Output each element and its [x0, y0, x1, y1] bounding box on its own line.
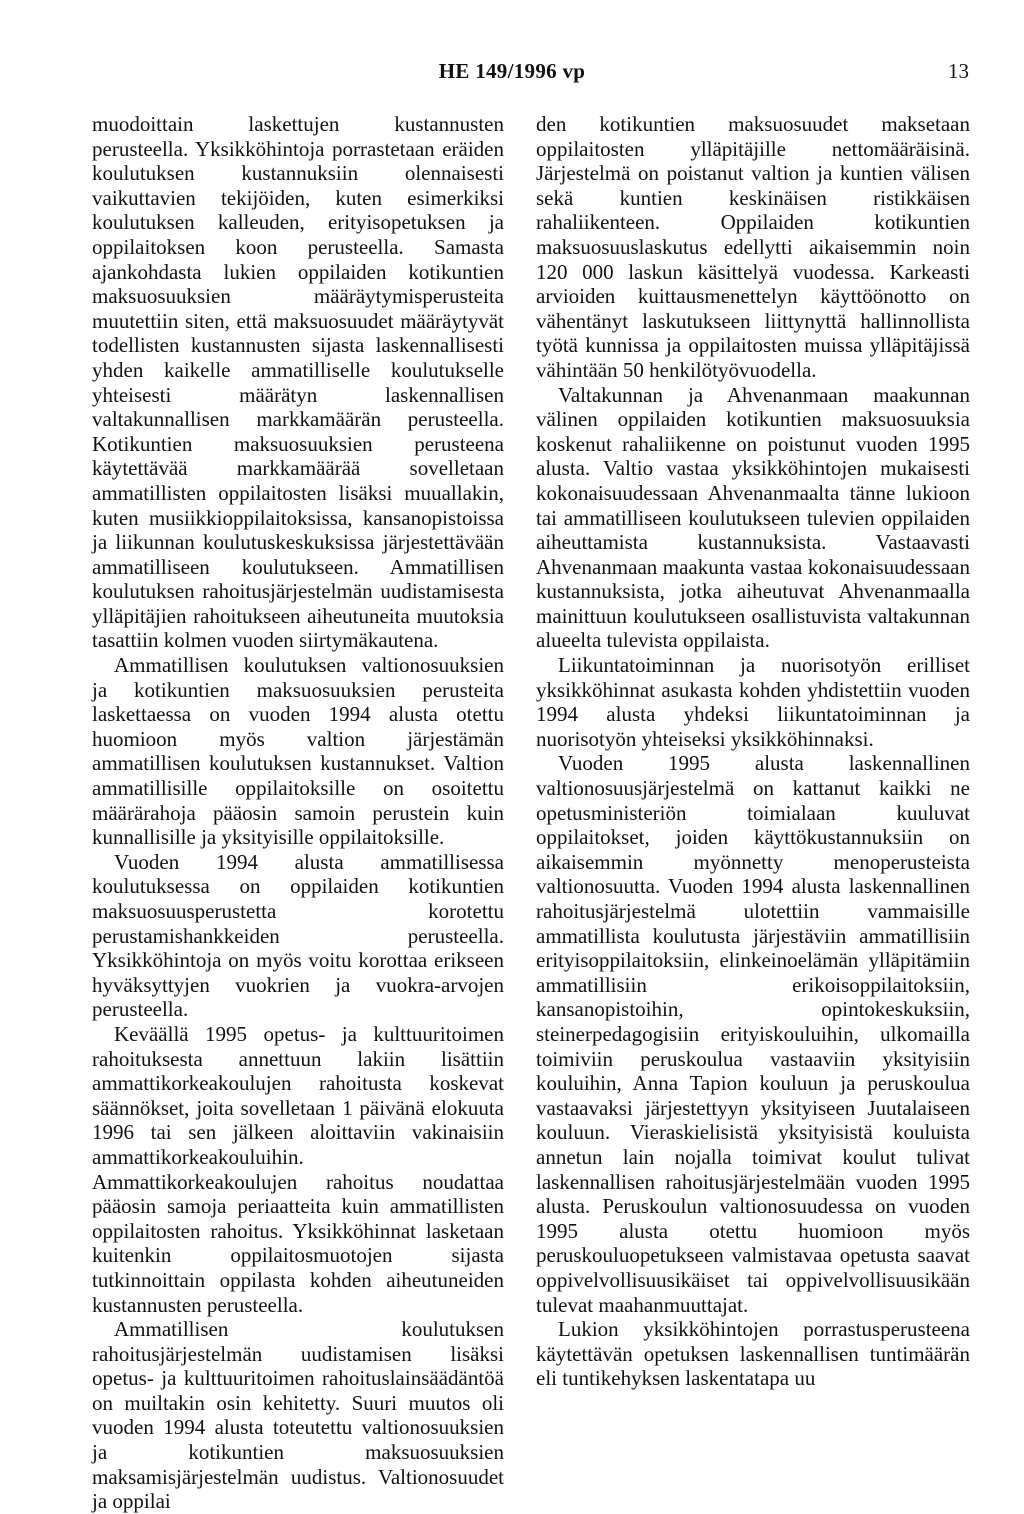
page-number: 13: [948, 59, 969, 83]
paragraph: Vuoden 1995 alusta laskennallinen valtionosuusjärjestelmä on kattanut kaikki ne opetusministeriön toimialaan kuuluvat oppilaitokset, joiden käyttökustannuksiin on aikaisemmin myönnetty menoperusteista valtionosuutta. Vuoden 1994 alusta laskennallinen rahoitusjärjestelmä ulotettiin vammaisille ammatillista koulutusta järjestäviin ammatillisiin erityisoppilaitoksiin, elinkeinoelämän ylläpitämiin ammatillisiin erikoisoppilaitoksiin, kansanopistoihin, opintokeskuksiin, steinerpedagogisiin erityiskouluihin, ulkomailla toimiviin peruskoulua vastaaviin yksityisiin kouluihin, Anna Tapion kouluun ja peruskoulua vastaavaksi järjestettyyn yksityiseen Juutalaiseen kouluun. Vieraskielisistä yksityisistä kouluista annetun lain nojalla toimivat koulut tulivat laskennallisen rahoitusjärjestelmään vuoden 1995 alusta. Peruskoulun valtionosuudessa on vuoden 1995 alusta otettu huomioon myös peruskouluopetukseen valmistavaa opetusta saavat oppivelvollisuusikäiset tai oppivelvollisuusikään tulevat maahanmuuttajat.: [536, 751, 970, 1317]
running-header: [0, 56, 1024, 86]
left-text-column: [92, 112, 504, 1514]
paragraph: Lukion yksikköhintojen porrastusperusteena käytettävän opetuksen laskennallisen tuntimäärän eli tuntikehyksen laskentatapa uu: [536, 1317, 970, 1391]
right-text-column: [536, 112, 970, 1391]
document-reference-title: HE 149/1996 vp: [438, 59, 586, 83]
paragraph: Vuoden 1994 alusta ammatillisessa koulutuksessa on oppilaiden kotikuntien maksuosuusperustetta korotettu perustamishankkeiden perusteella. Yksikköhintoja on myös voitu korottaa erikseen hyväksyttyjen vuokrien ja vuokra-arvojen perusteella.: [92, 849, 504, 1022]
paragraph: Keväällä 1995 opetus- ja kulttuuritoimen rahoituksesta annettuun lakiin lisättiin ammattikorkeakoulujen rahoitusta koskevat säännökset, joita sovelletaan 1 päivänä elokuuta 1996 tai sen jälkeen aloittaviin vakinaisiin ammattikorkeakouluihin. Ammattikorkeakoulujen rahoitus noudattaa pääosin samoja periaatteita kuin ammatillisten oppilaitosten rahoitus. Yksikköhinnat lasketaan kuitenkin oppilaitosmuotojen sijasta tutkinnoittain oppilasta kohden aiheutuneiden kustannusten perusteella.: [92, 1021, 504, 1317]
paragraph: muodoittain laskettujen kustannusten perusteella. Yksikköhintoja porrastetaan eräiden koulutuksen kustannuksiin olennaisesti vaikuttavien tekijöiden, kuten esimerkiksi koulutuksen kalleuden, erityisopetuksen ja oppilaitoksen koon perusteella. Samasta ajankohdasta lukien oppilaiden kotikuntien maksuosuuksien määräytymisperusteita muutettiin siten, että maksuosuudet määräytyvät todellisten kustannusten sijasta laskennallisesti yhden kaikelle ammatilliselle koulutukselle yhteisesti määrätyn laskennallisen valtakunnallisen markkamäärän perusteella. Kotikuntien maksuosuuksien perusteena käytettävää markkamäärää sovelletaan ammatillisten oppilaitosten lisäksi muuallakin, kuten musiikkioppilaitoksissa, kansanopistoissa ja liikunnan koulutuskeskuksissa järjestettävään ammatilliseen koulutukseen. Ammatillisen koulutuksen rahoitusjärjestelmän uudistamisesta ylläpitäjien rahoitukseen aiheutuneita muutoksia tasattiin kolmen vuoden siirtymäkautena.: [92, 112, 504, 653]
paragraph: Liikuntatoiminnan ja nuorisotyön erilliset yksikköhinnat asukasta kohden yhdistettiin vuoden 1994 alusta yhdeksi liikuntatoiminnan ja nuorisotyön yhteiseksi yksikköhinnaksi.: [536, 653, 970, 751]
paragraph: Ammatillisen koulutuksen rahoitusjärjestelmän uudistamisen lisäksi opetus- ja kulttuuritoimen rahoituslainsäädäntöä on muiltakin osin kehitetty. Suuri muutos oli vuoden 1994 alusta toteutettu valtionosuuksien ja kotikuntien maksuosuuksien maksamisjärjestelmän uudistus. Valtionosuudet ja oppilai: [92, 1317, 504, 1514]
paragraph: Ammatillisen koulutuksen valtionosuuksien ja kotikuntien maksuosuuksien perusteita laskettaessa on vuoden 1994 alusta otettu huomioon myös valtion järjestämän ammatillisen koulutuksen kustannukset. Valtion ammatillisille oppilaitoksille on osoitettu määrärahoja pääosin samoin perustein kuin kunnallisille ja yksityisille oppilaitoksille.: [92, 653, 504, 850]
paragraph: den kotikuntien maksuosuudet maksetaan oppilaitosten ylläpitäjille nettomääräisinä. Järjestelmä on poistanut valtion ja kuntien välisen sekä kuntien keskinäisen ristikkäisen rahaliikenteen. Oppilaiden kotikuntien maksuosuuslaskutus edellytti aikaisemmin noin 120 000 laskun käsittelyä vuodessa. Karkeasti arvioiden kuittausmenettelyn käyttöönotto on vähentänyt laskutukseen liittynyttä hallinnollista työtä kunnissa ja oppilaitosten muissa ylläpitäjissä vähintään 50 henkilötyövuodella.: [536, 112, 970, 382]
paragraph: Valtakunnan ja Ahvenanmaan maakunnan välinen oppilaiden kotikuntien maksuosuuksia koskenut rahaliikenne on poistunut vuoden 1995 alusta. Valtio vastaa yksikköhintojen mukaisesti kokonaisuudessaan Ahvenanmaalta tänne lukioon tai ammatilliseen koulutukseen tulevien oppilaiden aiheuttamista kustannuksista. Vastaavasti Ahvenanmaan maakunta vastaa kokonaisuudessaan kustannuksista, jotka aiheutuvat Ahvenanmaalla mainittuun koulutukseen osallistuvista valtakunnan alueelta tulevista oppilaista.: [536, 382, 970, 653]
